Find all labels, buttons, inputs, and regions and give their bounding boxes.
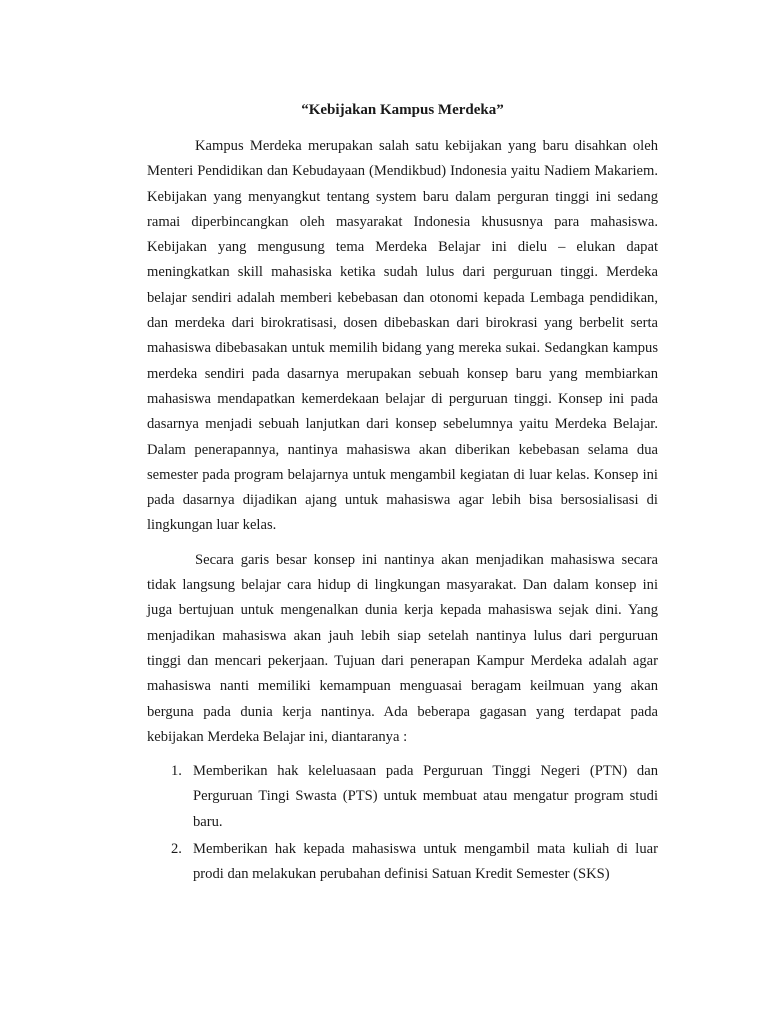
list-item bbox=[147, 837, 658, 888]
paragraph-1: Kampus Merdeka merupakan salah satu kebijakan yang baru disahkan oleh Menteri Pendidikan dan Kebudayaan (Mendikbud) Indonesia yaitu Nadiem Makariem. Kebijakan yang menyangkut tentang system baru dalam perguran tinggi ini sedang ramai diperbincangkan oleh masyarakat Indonesia khususnya para mahasiswa. Kebijakan yang mengusung tema Merdeka Belajar ini dielu – elukan dapat meningkatkan skill mahasiska ketika sudah lulus dari perguruan tinggi. Merdeka belajar sendiri adalah memberi kebebasan dan otonomi kepada Lembaga pendidikan, dan merdeka dari birokratisasi, dosen dibebaskan dari birokrasi yang berbelit serta mahasiswa dibebasakan untuk memilih bidang yang mereka sukai. Sedangkan kampus merdeka sendiri pada dasarnya merupakan sebuah konsep baru yang membiarkan mahasiswa mendapatkan kemerdekaan belajar di perguruan tinggi. Konsep ini pada dasarnya menjadi sebuah lanjutkan dari konsep sebelumnya yaitu Merdeka Belajar. Dalam penerapannya, nantinya mahasiswa akan diberikan kebebasan selama dua semester pada program belajarnya untuk mengambil kegiatan di luar kelas. Konsep ini pada dasarnya dijadikan ajang untuk mahasiswa agar lebih bisa bersosialisasi di lingkungan luar kelas. bbox=[147, 138, 658, 534]
list-item-number: 1. bbox=[171, 763, 182, 780]
list-item bbox=[147, 759, 658, 835]
list-item-text: Memberikan hak kepada mahasiswa untuk mengambil mata kuliah di luar prodi dan melakukan perubahan definisi Satuan Kredit Semester (SKS) bbox=[193, 841, 658, 883]
numbered-list bbox=[147, 759, 658, 887]
document-page bbox=[147, 100, 658, 890]
list-item-number: 2. bbox=[171, 841, 182, 858]
paragraph-2: Secara garis besar konsep ini nantinya akan menjadikan mahasiswa secara tidak langsung belajar cara hidup di lingkungan masyarakat. Dan dalam konsep ini juga bertujuan untuk mengenalkan dunia kerja kepada mahasiswa sejak dini. Yang menjadikan mahasiswa akan jauh lebih siap setelah nantinya lulus dari perguruan tinggi dan mencari pekerjaan. Tujuan dari penerapan Kampur Merdeka adalah agar mahasiswa nanti memiliki kemampuan menguasai beragam keilmuan yang akan berguna pada dunia kerja nantinya. Ada beberapa gagasan yang terdapat pada kebijakan Merdeka Belajar ini, diantaranya : bbox=[147, 551, 658, 745]
document-title: “Kebijakan Kampus Merdeka” bbox=[301, 102, 504, 118]
list-item-text: Memberikan hak keleluasaan pada Perguruan Tinggi Negeri (PTN) dan Perguruan Tingi Swasta (PTS) untuk membuat atau mengatur program studi baru. bbox=[193, 763, 658, 830]
